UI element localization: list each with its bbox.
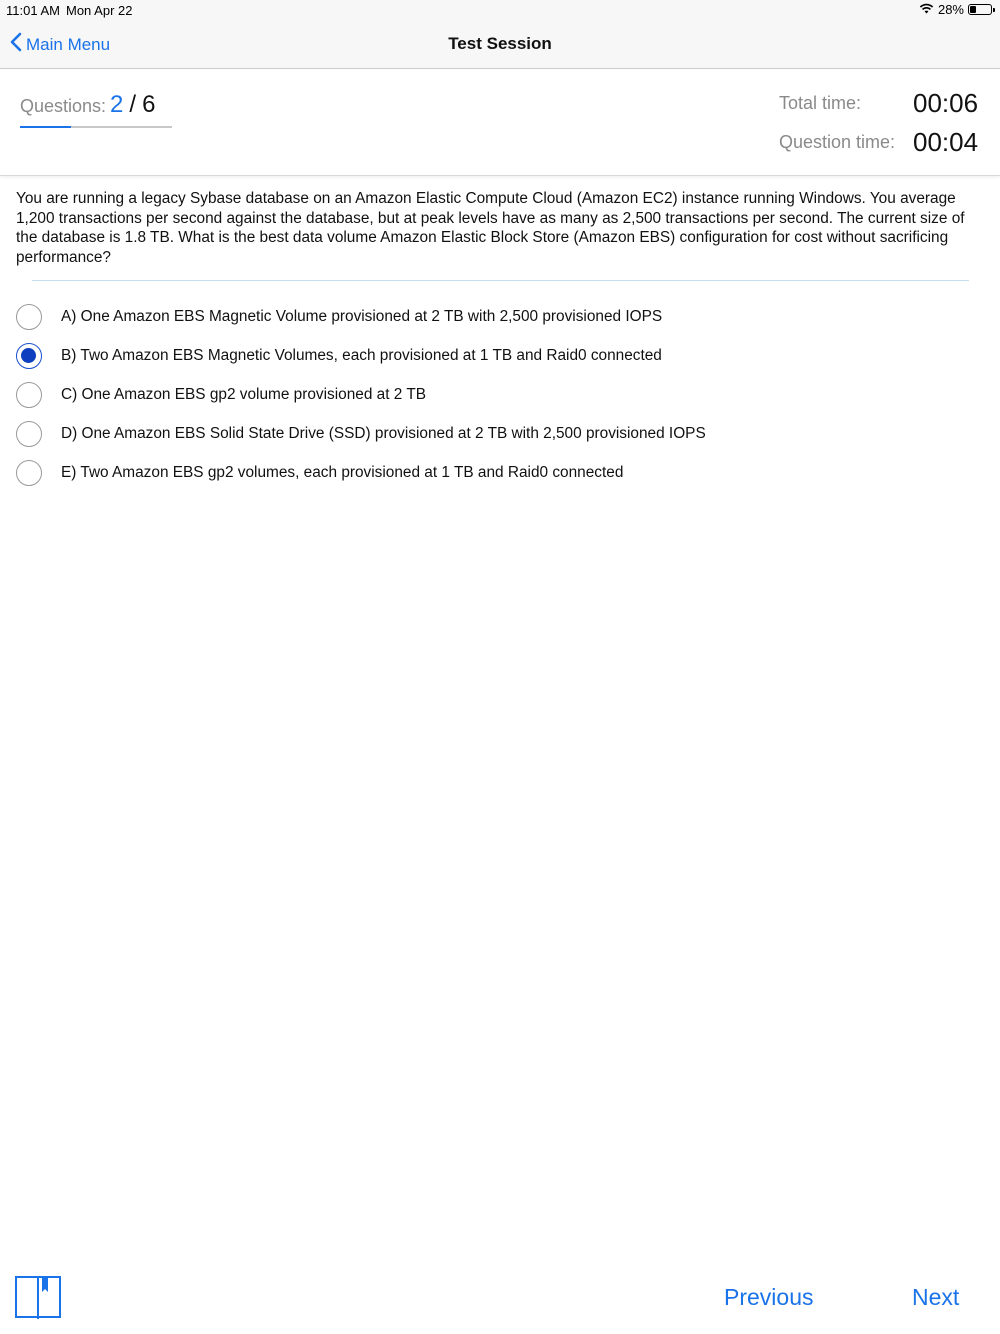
answer-option-b[interactable] <box>16 339 976 373</box>
bookmark-button[interactable] <box>15 1276 61 1320</box>
total-time-value: 00:06 <box>913 88 979 118</box>
question-time-label: Question time: <box>779 132 896 152</box>
page-title: Test Session <box>448 34 552 53</box>
total-question-count: 6 <box>142 91 156 118</box>
answer-option-d[interactable] <box>16 417 976 451</box>
session-header <box>0 69 1000 176</box>
question-divider <box>32 280 969 281</box>
question-text: You are running a legacy Sybase database on an Amazon Elastic Compute Cloud (Amazon EC2) instance running Windows. You average 1,200 transactions per second against the database, but at peak levels have as many as 2,500 transactions per second. The current size of the database is 1.8 TB. What is the best data volume Amazon Elastic Block Store (Amazon EBS) configuration for cost without sacrificing performance? <box>16 190 965 266</box>
question-progress-bar <box>20 126 172 128</box>
answer-option-label: B) Two Amazon EBS Magnetic Volumes, each provisioned at 1 TB and Raid0 connected <box>61 347 662 364</box>
radio-button[interactable] <box>16 343 42 369</box>
answer-option-label: C) One Amazon EBS gp2 volume provisioned at 2 TB <box>61 386 427 403</box>
radio-button[interactable] <box>16 304 42 330</box>
wifi-icon <box>919 2 934 17</box>
battery-percentage: 28% <box>937 2 964 17</box>
battery-icon <box>968 4 992 15</box>
answer-option-label: D) One Amazon EBS Solid State Drive (SSD) provisioned at 2 TB with 2,500 provisioned IOPS <box>61 425 706 442</box>
counter-separator: / <box>129 91 137 118</box>
next-button[interactable]: Next <box>912 1284 960 1310</box>
navigation-bar <box>0 20 1000 69</box>
answer-option-c[interactable] <box>16 378 976 412</box>
questions-label: Questions: <box>20 96 107 116</box>
book-bookmark-icon <box>15 1307 61 1324</box>
back-button-label: Main Menu <box>26 34 111 54</box>
previous-button[interactable]: Previous <box>724 1284 814 1310</box>
question-progress-fill <box>20 126 71 128</box>
status-bar <box>0 0 1000 20</box>
answer-option-label: E) Two Amazon EBS gp2 volumes, each provisioned at 1 TB and Raid0 connected <box>61 464 624 481</box>
question-time-value: 00:04 <box>913 127 979 157</box>
status-date: Mon Apr 22 <box>66 3 133 18</box>
answer-option-e[interactable] <box>16 456 976 490</box>
radio-button[interactable] <box>16 421 42 447</box>
radio-button[interactable] <box>16 382 42 408</box>
radio-button[interactable] <box>16 460 42 486</box>
question-counter <box>20 91 155 119</box>
answer-option-a[interactable] <box>16 300 976 334</box>
total-time-label: Total time: <box>779 93 862 113</box>
answer-option-label: A) One Amazon EBS Magnetic Volume provisioned at 2 TB with 2,500 provisioned IOPS <box>61 308 663 325</box>
current-question-number: 2 <box>110 91 124 118</box>
status-time: 11:01 AM <box>6 3 60 18</box>
